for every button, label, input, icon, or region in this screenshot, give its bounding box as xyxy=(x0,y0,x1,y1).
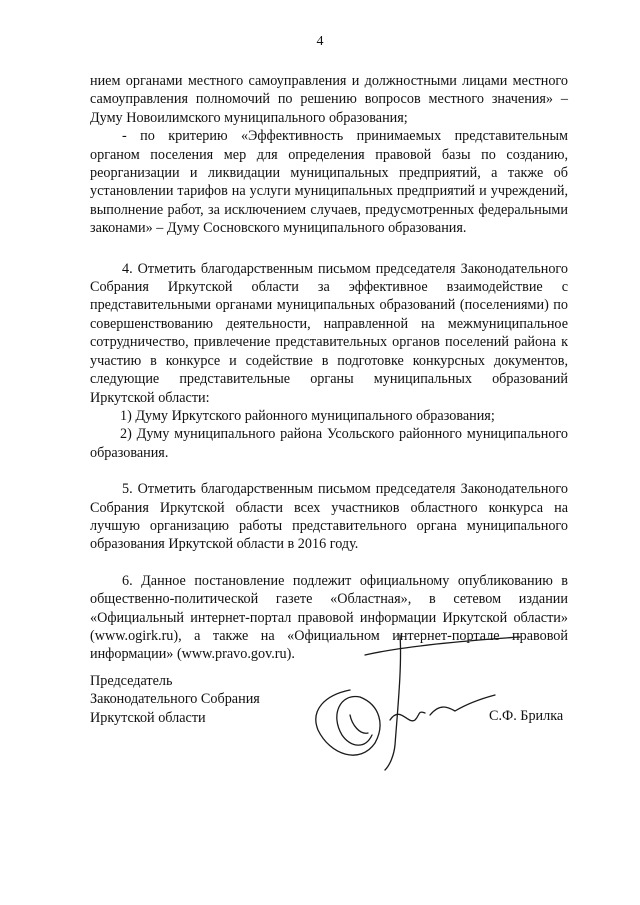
signatory-title-line-3: Иркутской области xyxy=(90,709,206,726)
list-item-1: 1) Думу Иркутского районного муниципального образования; xyxy=(120,407,495,424)
document-body xyxy=(90,72,568,664)
paragraph-item-5: 5. Отметить благодарственным письмом председателя Законодательного Собрания Иркутской области всех участников областного конкурса на лучшую организацию работы представительного органа муниципального образования Иркутской области в 2016 году. xyxy=(90,481,568,553)
paragraph-item-4: 4. Отметить благодарственным письмом председателя Законодательного Собрания Иркутской области за эффективное взаимодействие с представительными органами муниципальных образований (поселениями) по совершенствованию деятельности, направленной на межмуниципальное сотрудничество, привлечение представительных органов поселений района к участию в конкурсе и содействие в подготовке конкурсных документов, следующие представительные органы муниципальных образований Иркутской области: xyxy=(90,260,568,406)
signatory-title-line-1: Председатель xyxy=(90,673,173,689)
signatory-title-line-2: Законодательного Собрания xyxy=(90,691,260,708)
paragraph-criterion: - по критерию «Эффективность принимаемых представительным органом поселения мер для определения правовой базы по созданию, реорганизации и ликвидации муниципальных предприятий, а также об установлении тарифов на услуги муниципальных предприятий и учреждений, выполнение работ, за исключением случаев, предусмотренных федеральными законами» – Думу Сосновского муниципального образования. xyxy=(90,128,568,237)
signatory-title xyxy=(90,672,260,727)
signatory-name: С.Ф. Брилка xyxy=(489,708,564,724)
paragraph-item-6: 6. Данное постановление подлежит официальному опубликованию в общественно-политической газете «Областная», в сетевом издании «Официальный интернет-портал правовой информации Иркутской области» (www.ogirk.ru), а также на «Официальном интернет-портале правовой информации» (www.pravo.gov.ru). xyxy=(90,572,568,663)
list-item-2: 2) Думу муниципального района Усольского районного муниципального образования. xyxy=(90,426,568,461)
handwritten-signature xyxy=(290,625,540,780)
paragraph-continuation: нием органами местного самоуправления и должностными лицами местного самоуправления полномочий по решению вопросов местного значения» – Думу Новоилимского муниципального образования; xyxy=(90,73,568,126)
page-number: 4 xyxy=(316,34,324,49)
